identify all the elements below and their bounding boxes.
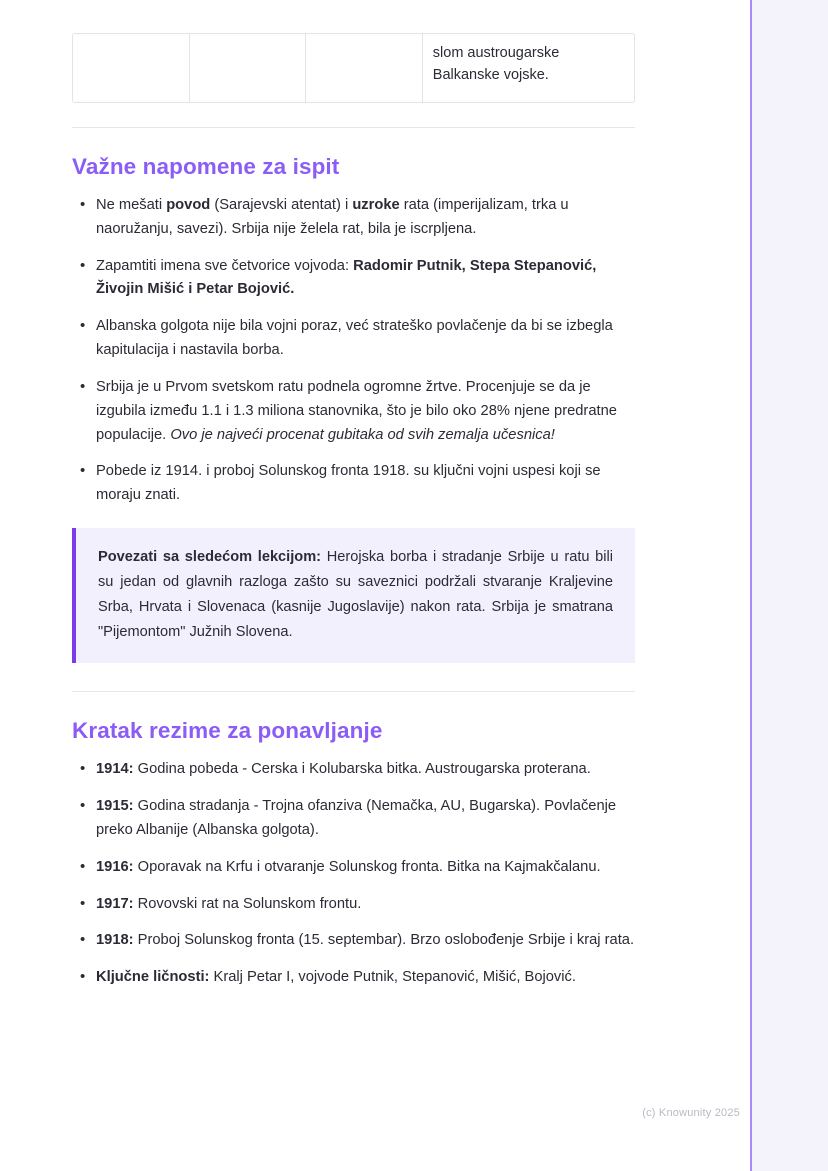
list-item: • Ključne ličnosti: Kralj Petar I, vojvode Putnik, Stepanović, Mišić, Bojović.	[72, 966, 635, 990]
list-item: • 1914: Godina pobeda - Cerska i Kolubarska bitka. Austrougarska proterana.	[72, 758, 635, 782]
table-cell: slom austrougarske Balkanske vojske.	[432, 45, 560, 84]
divider	[72, 691, 635, 692]
list-item: • 1916: Oporavak na Krfu i otvaranje Solunskog fronta. Bitka na Kajmakčalanu.	[72, 856, 635, 880]
divider	[72, 127, 635, 128]
table-fragment	[72, 33, 635, 103]
list-item: • Zapamtiti imena sve četvorice vojvoda: Radomir Putnik, Stepa Stepanović, Živojin Mišić i Petar Bojović.	[72, 255, 635, 303]
list-item: • Albanska golgota nije bila vojni poraz, već strateško povlačenje da bi se izbegla kapitulacija i nastavila borba.	[72, 315, 635, 363]
section-title-notes: Važne napomene za ispit	[72, 154, 340, 179]
callout-box: Povezati sa sledećom lekcijom: Herojska borba i stradanje Srbije u ratu bili su jedan od glavnih razloga zašto su saveznici podržali stvaranje Kraljevine Srba, Hrvata i Slovenaca (kasnije Jugoslavije) nakon rata. Srbija je smatrana "Pijemontom" Južnih Slovena.	[72, 528, 635, 663]
list-item: • 1917: Rovovski rat na Solunskom frontu.	[72, 893, 635, 917]
table-cell	[190, 34, 307, 102]
section-title-summary: Kratak rezime za ponavljanje	[72, 718, 383, 744]
list-item: • 1915: Godina stradanja - Trojna ofanziva (Nemačka, AU, Bugarska). Povlačenje preko Albanije (Albanska golgota).	[72, 795, 635, 843]
scrollbar-rail[interactable]	[750, 0, 828, 1171]
summary-list	[72, 758, 635, 990]
table-cell	[73, 34, 190, 102]
notes-list	[72, 194, 635, 508]
list-item: • 1918: Proboj Solunskog fronta (15. septembar). Brzo oslobođenje Srbije i kraj rata.	[72, 929, 635, 953]
list-item: • Pobede iz 1914. i proboj Solunskog fronta 1918. su ključni vojni uspesi koji se moraju znati.	[72, 460, 635, 508]
table-cell	[306, 34, 423, 102]
footer-credit: (c) Knowunity 2025	[642, 1107, 740, 1119]
list-item: • Ne mešati povod (Sarajevski atentat) i uzroke rata (imperijalizam, trka u naoružanju, savezi). Srbija nije želela rat, bila je iscrpljena.	[72, 194, 635, 242]
list-item: • Srbija je u Prvom svetskom ratu podnela ogromne žrtve. Procenjuje se da je izgubila između 1.1 i 1.3 miliona stanovnika, što je bilo oko 28% njene predratne populacije. Ovo je najveći procenat gubitaka od svih zemalja učesnica!	[72, 376, 635, 447]
